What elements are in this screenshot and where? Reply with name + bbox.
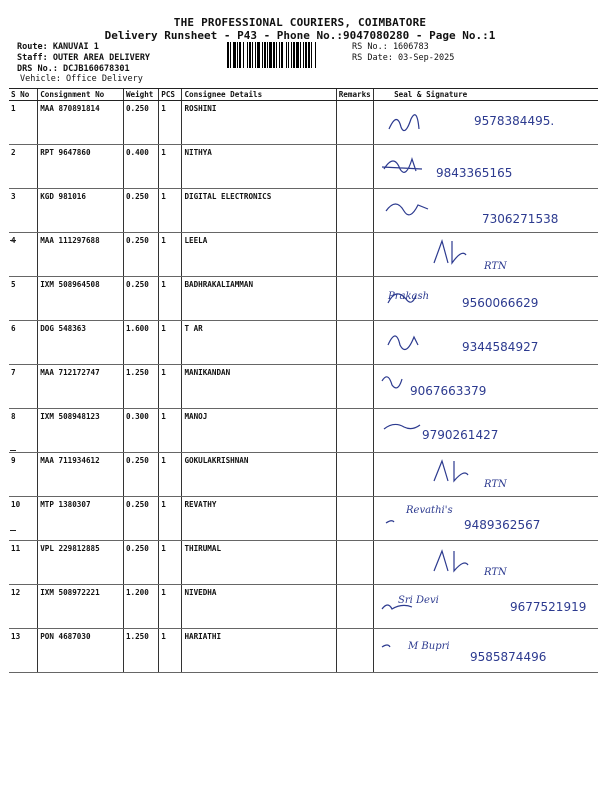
cell-remarks xyxy=(336,497,373,541)
cell-sno: 11 xyxy=(9,541,38,585)
signature-cell xyxy=(374,321,598,365)
signature-cell xyxy=(374,497,598,541)
signature-name: M Bupri xyxy=(408,641,450,652)
handwritten-signature xyxy=(374,541,574,581)
cell-sno: 1 xyxy=(9,101,38,145)
cell-sno: 2 xyxy=(9,145,38,189)
cell-consignee: GOKULAKRISHNAN xyxy=(182,453,336,497)
rs-date: RS Date: 03-Sep-2025 xyxy=(352,53,455,63)
cell-consignee: T AR xyxy=(182,321,336,365)
cell-consignment: IXM 508964508 xyxy=(38,277,124,321)
signature-stroke xyxy=(434,551,468,571)
barcode-bar xyxy=(230,42,231,68)
cell-weight: 0.250 xyxy=(123,233,158,277)
barcode-bar xyxy=(247,42,248,68)
signature-phone: 9585874496 xyxy=(470,650,547,664)
cell-weight: 0.300 xyxy=(123,409,158,453)
signature-stroke xyxy=(388,336,418,350)
runsheet-table xyxy=(9,88,598,673)
barcode-bar xyxy=(315,42,316,68)
cell-weight: 1.200 xyxy=(123,585,158,629)
margin-mark xyxy=(10,240,16,241)
cell-pcs: 1 xyxy=(159,453,182,497)
barcode-bar xyxy=(300,42,301,68)
cell-consignment: VPL 229812885 xyxy=(38,541,124,585)
table-row xyxy=(9,321,598,365)
table-row xyxy=(9,453,598,497)
cell-remarks xyxy=(336,101,373,145)
handwritten-signature xyxy=(374,233,574,273)
table-row xyxy=(9,101,598,145)
cell-weight: 0.400 xyxy=(123,145,158,189)
cell-pcs: 1 xyxy=(159,233,182,277)
handwritten-signature xyxy=(374,453,574,493)
cell-consignment: MTP 1380307 xyxy=(38,497,124,541)
handwritten-signature xyxy=(374,321,574,361)
cell-consignee: MANOJ xyxy=(182,409,336,453)
signature-phone: RTN xyxy=(484,261,507,272)
signature-phone: 9790261427 xyxy=(422,428,499,442)
col-seal: Seal & Signature xyxy=(374,89,598,101)
barcode-bar xyxy=(239,42,241,68)
cell-pcs: 1 xyxy=(159,101,182,145)
cell-sno: 3 xyxy=(9,189,38,233)
barcode-bar xyxy=(296,42,299,68)
table-row xyxy=(9,585,598,629)
barcode-bar xyxy=(305,42,307,68)
cell-consignment: DOG 548363 xyxy=(38,321,124,365)
signature-stroke xyxy=(386,521,394,523)
table-row xyxy=(9,145,598,189)
cell-consignment: KGD 981016 xyxy=(38,189,124,233)
handwritten-signature xyxy=(374,189,574,229)
signature-cell xyxy=(374,189,598,233)
cell-weight: 0.250 xyxy=(123,497,158,541)
barcode-bar xyxy=(227,42,229,68)
company-title: THE PROFESSIONAL COURIERS, COIMBATORE xyxy=(173,16,427,29)
barcode-bar xyxy=(288,42,289,68)
cell-consignment: MAA 870891814 xyxy=(38,101,124,145)
barcode-bar xyxy=(276,42,277,68)
cell-consignee: LEELA xyxy=(182,233,336,277)
cell-remarks xyxy=(336,321,373,365)
cell-pcs: 1 xyxy=(159,321,182,365)
signature-cell xyxy=(374,453,598,497)
cell-pcs: 1 xyxy=(159,365,182,409)
cell-weight: 0.250 xyxy=(123,101,158,145)
handwritten-signature xyxy=(374,497,574,537)
cell-consignment: MAA 712172747 xyxy=(38,365,124,409)
signature-cell xyxy=(374,629,598,673)
barcode-bar xyxy=(237,42,238,68)
cell-weight: 1.250 xyxy=(123,365,158,409)
cell-remarks xyxy=(336,189,373,233)
route-label: Route: KANUVAI 1 xyxy=(17,42,99,52)
table-row xyxy=(9,365,598,409)
signature-phone: RTN xyxy=(484,479,507,490)
cell-pcs: 1 xyxy=(159,409,182,453)
barcode-bar xyxy=(267,42,268,68)
barcode-bar xyxy=(303,42,304,68)
cell-sno: 13 xyxy=(9,629,38,673)
cell-remarks xyxy=(336,145,373,189)
cell-pcs: 1 xyxy=(159,497,182,541)
cell-sno: 12 xyxy=(9,585,38,629)
barcode xyxy=(227,42,347,68)
col-consignee: Consignee Details xyxy=(182,89,336,101)
handwritten-signature xyxy=(374,585,587,625)
table-row xyxy=(9,629,598,673)
table-row xyxy=(9,541,598,585)
handwritten-signature xyxy=(374,365,574,405)
cell-consignee: NIVEDHA xyxy=(182,585,336,629)
cell-weight: 0.250 xyxy=(123,453,158,497)
barcode-bar xyxy=(255,42,256,68)
cell-sno: 10 xyxy=(9,497,38,541)
cell-pcs: 1 xyxy=(159,629,182,673)
barcode-bar xyxy=(249,42,251,68)
barcode-bar xyxy=(273,42,275,68)
table-row xyxy=(9,277,598,321)
margin-mark xyxy=(10,450,16,451)
signature-phone: 9489362567 xyxy=(464,518,541,532)
col-remarks: Remarks xyxy=(336,89,373,101)
signature-cell xyxy=(374,365,598,409)
cell-consignment: MAA 711934612 xyxy=(38,453,124,497)
cell-consignment: IXM 508948123 xyxy=(38,409,124,453)
col-consignment: Consignment No xyxy=(38,89,124,101)
signature-cell xyxy=(374,101,598,145)
signature-name: Prakash xyxy=(388,291,430,302)
barcode-bar xyxy=(311,42,312,68)
cell-weight: 1.250 xyxy=(123,629,158,673)
cell-sno: 9 xyxy=(9,453,38,497)
cell-consignee: ROSHINI xyxy=(182,101,336,145)
cell-consignment: RPT 9647860 xyxy=(38,145,124,189)
table-row xyxy=(9,233,598,277)
cell-weight: 0.250 xyxy=(123,541,158,585)
cell-consignee: NITHYA xyxy=(182,145,336,189)
signature-stroke xyxy=(382,377,402,388)
signature-stroke xyxy=(389,115,419,131)
signature-cell xyxy=(374,541,598,585)
table-header-row xyxy=(9,89,598,101)
signature-phone: RTN xyxy=(484,567,507,578)
barcode-bar xyxy=(233,42,236,68)
cell-remarks xyxy=(336,409,373,453)
cell-pcs: 1 xyxy=(159,189,182,233)
cell-remarks xyxy=(336,541,373,585)
table-row xyxy=(9,189,598,233)
barcode-bar xyxy=(264,42,266,68)
handwritten-signature xyxy=(374,101,574,141)
barcode-bar xyxy=(286,42,287,68)
cell-consignee: DIGITAL ELECTRONICS xyxy=(182,189,336,233)
signature-cell xyxy=(374,585,598,629)
cell-weight: 0.250 xyxy=(123,277,158,321)
signature-cell xyxy=(374,409,598,453)
cell-consignee: MANIKANDAN xyxy=(182,365,336,409)
cell-remarks xyxy=(336,365,373,409)
barcode-bar xyxy=(293,42,295,68)
cell-weight: 0.250 xyxy=(123,189,158,233)
signature-stroke xyxy=(382,159,422,172)
barcode-bar xyxy=(252,42,253,68)
signature-stroke xyxy=(434,461,468,481)
cell-pcs: 1 xyxy=(159,585,182,629)
barcode-bar xyxy=(243,42,244,68)
barcode-bar xyxy=(291,42,292,68)
signature-cell xyxy=(374,233,598,277)
handwritten-signature xyxy=(374,409,574,449)
col-weight: Weight xyxy=(123,89,158,101)
cell-pcs: 1 xyxy=(159,145,182,189)
barcode-bar xyxy=(308,42,310,68)
runsheet-title: Delivery Runsheet - P43 - Phone No.:9047080280 - Page No.:1 xyxy=(104,29,496,42)
col-pcs: PCS xyxy=(159,89,182,101)
signature-phone: 9067663379 xyxy=(410,384,487,398)
cell-consignee: REVATHY xyxy=(182,497,336,541)
signature-name: Sri Devi xyxy=(398,595,439,606)
cell-consignee: BADHRAKALIAMMAN xyxy=(182,277,336,321)
cell-consignee: HARIATHI xyxy=(182,629,336,673)
cell-pcs: 1 xyxy=(159,277,182,321)
signature-cell xyxy=(374,145,598,189)
signature-phone: 9843365165 xyxy=(436,166,513,180)
signature-phone: 7306271538 xyxy=(482,212,559,226)
cell-consignment: IXM 508972221 xyxy=(38,585,124,629)
signature-stroke xyxy=(386,204,428,215)
vehicle-label: Vehicle: Office Delivery xyxy=(20,74,143,84)
cell-remarks xyxy=(336,233,373,277)
cell-sno: 8 xyxy=(9,409,38,453)
margin-mark xyxy=(10,530,16,531)
cell-sno: 5 xyxy=(9,277,38,321)
table-row xyxy=(9,497,598,541)
table-row xyxy=(9,409,598,453)
drs-label: DRS No.: DCJB160678301 xyxy=(17,64,130,74)
cell-consignment: MAA 111297688 xyxy=(38,233,124,277)
signature-stroke xyxy=(434,241,466,263)
cell-remarks xyxy=(336,585,373,629)
staff-label: Staff: OUTER AREA DELIVERY xyxy=(17,53,151,63)
signature-name: Revathi's xyxy=(406,505,453,516)
signature-phone: 9677521919 xyxy=(510,600,587,614)
cell-pcs: 1 xyxy=(159,541,182,585)
barcode-bar xyxy=(269,42,272,68)
barcode-bar xyxy=(262,42,263,68)
signature-stroke xyxy=(382,645,390,647)
signature-cell xyxy=(374,277,598,321)
signature-stroke xyxy=(384,424,420,429)
handwritten-signature xyxy=(374,277,574,317)
col-sno: S No xyxy=(9,89,38,101)
cell-consignment: PON 4687030 xyxy=(38,629,124,673)
handwritten-signature xyxy=(374,629,574,669)
cell-remarks xyxy=(336,277,373,321)
barcode-bar xyxy=(279,42,280,68)
cell-remarks xyxy=(336,453,373,497)
cell-weight: 1.600 xyxy=(123,321,158,365)
rs-number: RS No.: 1606783 xyxy=(352,42,429,52)
barcode-bar xyxy=(281,42,283,68)
cell-sno: 7 xyxy=(9,365,38,409)
signature-phone: 9344584927 xyxy=(462,340,539,354)
signature-phone: 9578384495. xyxy=(474,114,555,128)
cell-consignee: THIRUMAL xyxy=(182,541,336,585)
cell-remarks xyxy=(336,629,373,673)
cell-sno: 6 xyxy=(9,321,38,365)
handwritten-signature xyxy=(374,145,574,185)
signature-phone: 9560066629 xyxy=(462,296,539,310)
barcode-bar xyxy=(257,42,260,68)
